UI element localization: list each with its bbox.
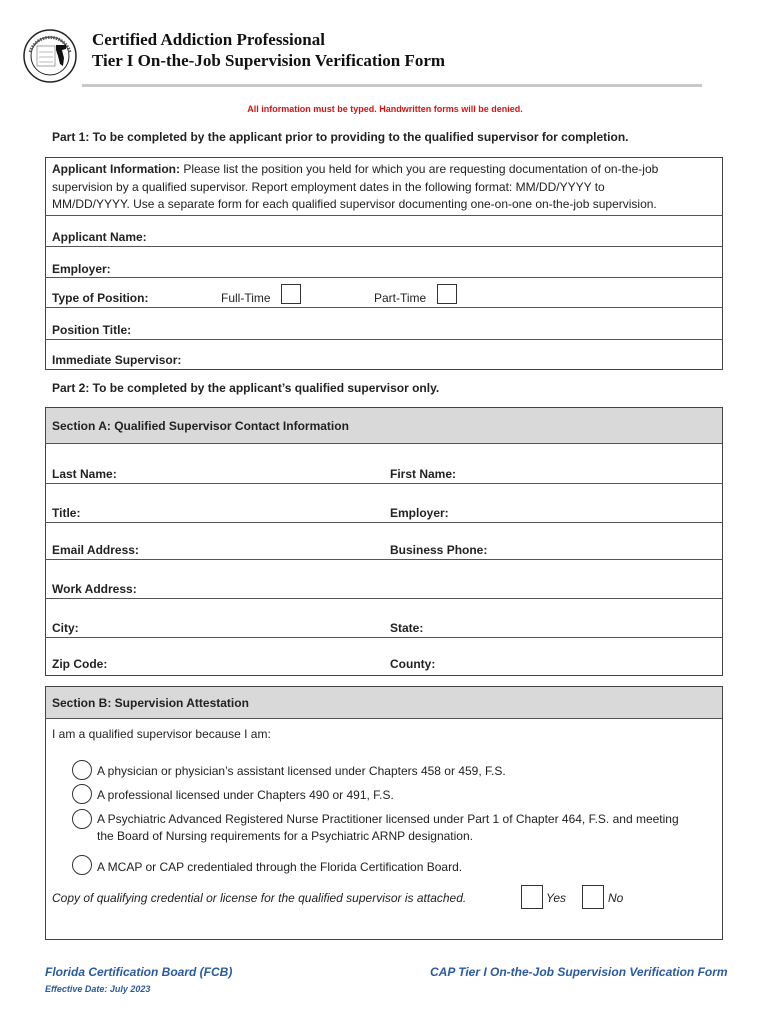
type-of-position-label: Type of Position: [52,291,149,305]
work-address-label: Work Address: [52,582,137,596]
applicant-info-line1-text: Please list the position you held for which you are requesting documentation of on-the-job [180,162,659,176]
footer-effective-date: Effective Date: July 2023 [45,984,151,994]
typed-notice: All information must be typed. Handwritten forms will be denied. [247,104,523,114]
option3-radio[interactable] [72,809,92,829]
title-divider [82,84,702,87]
part1-heading: Part 1: To be completed by the applicant prior to providing to the qualified supervisor for completion. [52,130,629,144]
employer-label: Employer: [52,262,111,276]
applicant-info-line1 [52,162,658,176]
divider [45,718,722,719]
divider [45,277,722,278]
footer-org: Florida Certification Board (FCB) [45,965,233,979]
immediate-supervisor-label: Immediate Supervisor: [52,353,182,367]
option2-radio[interactable] [72,784,92,804]
option3-text-line2: the Board of Nursing requirements for a Psychiatric ARNP designation. [97,829,473,843]
attestation-intro: I am a qualified supervisor because I am: [52,727,271,741]
divider [45,559,722,560]
option1-radio[interactable] [72,760,92,780]
no-label: No [608,891,624,905]
option2-text: A professional licensed under Chapters 490 or 491, F.S. [97,788,394,802]
footer-form-name: CAP Tier I On-the-Job Supervision Verification Form [430,965,728,979]
full-time-label: Full-Time [221,291,271,305]
section-a-table [45,407,723,676]
applicant-info-line2: supervision by a qualified supervisor. Report employment dates in the following format: MM/DD/YYYY to [52,180,605,194]
divider [45,637,722,638]
form-title-line1: Certified Addiction Professional [92,30,325,49]
part2-heading: Part 2: To be completed by the applicant’s qualified supervisor only. [52,381,440,395]
full-time-checkbox[interactable] [281,284,301,304]
position-title-label: Position Title: [52,323,132,337]
divider [45,246,722,247]
yes-checkbox[interactable] [521,885,543,909]
applicant-info-label: Applicant Information: [52,162,180,176]
zip-code-label: Zip Code: [52,657,108,671]
part-time-checkbox[interactable] [437,284,457,304]
business-phone-label: Business Phone: [390,543,488,557]
section-b-title: Section B: Supervision Attestation [52,696,249,710]
no-checkbox[interactable] [582,885,604,909]
credential-copy-statement: Copy of qualifying credential or license for the qualified supervisor is attached. [52,891,467,905]
last-name-label: Last Name: [52,467,117,481]
option4-radio[interactable] [72,855,92,875]
first-name-label: First Name: [390,467,457,481]
option4-text: A MCAP or CAP credentialed through the Florida Certification Board. [97,860,463,874]
divider [45,215,722,216]
option3-text-line1: A Psychiatric Advanced Registered Nurse Practitioner licensed under Part 1 of Chapter 464, F.S. and meeting [97,812,679,826]
section-a-title: Section A: Qualified Supervisor Contact Information [52,419,349,433]
title-label: Title: [52,506,81,520]
city-label: City: [52,621,79,635]
county-label: County: [390,657,436,671]
divider [45,522,722,523]
applicant-info-line3: MM/DD/YYYY. Use a separate form for each qualified supervisor documenting one-on-one on-the-job supervision. [52,197,657,211]
divider [45,598,722,599]
part-time-label: Part-Time [374,291,427,305]
divider [45,483,722,484]
applicant-name-label: Applicant Name: [52,230,147,244]
form-title-line2: Tier I On-the-Job Supervision Verification Form [92,51,446,70]
divider [45,307,722,308]
fcb-seal-logo [22,28,78,84]
state-label: State: [390,621,424,635]
option1-text: A physician or physician’s assistant licensed under Chapters 458 or 459, F.S. [97,764,506,778]
divider [45,443,722,444]
divider [45,339,722,340]
employer-label-a: Employer: [390,506,449,520]
yes-label: Yes [546,891,567,905]
email-label: Email Address: [52,543,139,557]
